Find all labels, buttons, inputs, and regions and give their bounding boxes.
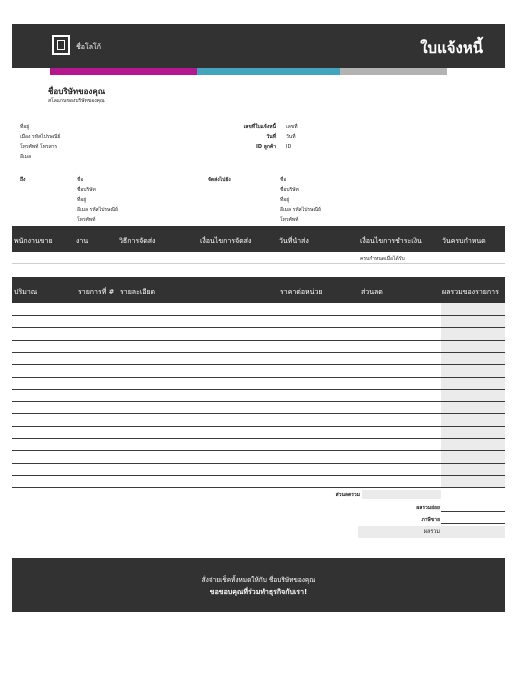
item-row-line [12, 426, 505, 427]
invoice-date-label: วันที่ [266, 134, 276, 140]
ship-to-city-zip: อีเมล รหัสไปรษณีย์ [280, 207, 321, 213]
tax-label: ภาษีขาย [421, 517, 440, 523]
item-row-line [12, 327, 505, 328]
header-quantity: ปริมาณ [14, 288, 38, 296]
accent-bar-teal [197, 68, 340, 75]
invoice-title: ใบแจ้งหนี้ [420, 39, 483, 57]
shipping-row-line [12, 263, 505, 264]
company-phone-fax: โทรศัพท์ โทรสาร [20, 144, 58, 150]
bill-to-label: ถึง [20, 177, 26, 183]
item-row-line [12, 377, 505, 378]
subtotal-label: ผลรวมย่อย [416, 505, 440, 511]
item-row-line [12, 315, 505, 316]
header-due-date: วันครบกำหนด [442, 237, 486, 245]
logo-icon [52, 35, 70, 55]
customer-id-value: ID [286, 144, 292, 150]
bill-to-name: ชื่อ [77, 177, 84, 183]
logo-text: ชื่อโลโก้ [76, 43, 102, 51]
header-shipping-method: วิธีการจัดส่ง [119, 237, 156, 245]
company-name: ชื่อบริษัทของคุณ [48, 87, 106, 96]
ship-to-label: จัดส่งไปยัง [208, 177, 231, 183]
accent-bar-magenta [50, 68, 197, 75]
header-delivery-date: วันที่นำส่ง [279, 237, 309, 245]
header-discount: ส่วนลด [361, 288, 383, 296]
company-slogan: สโลแกนของบริษัทของคุณ [48, 98, 105, 104]
invoice-footer [12, 558, 505, 612]
invoice-header [12, 24, 505, 68]
item-row-line [12, 401, 505, 402]
item-row-line [12, 389, 505, 390]
payment-terms-value: ครบกำหนดเมื่อได้รับ [360, 256, 405, 262]
ship-to-name: ชื่อ [280, 177, 287, 183]
bill-to-address: ที่อยู่ [77, 197, 87, 203]
invoice-number-value: เลขที่ [286, 124, 298, 130]
ship-to-address: ที่อยู่ [280, 197, 290, 203]
footer-payable-note: สั่งจ่ายเช็คทั้งหมดให้กับ ชื่อบริษัทของคุณ [201, 576, 316, 584]
invoice-date-value: วันที่ [286, 134, 296, 140]
shipping-table-header [12, 226, 505, 252]
company-address: ที่อยู่ [20, 124, 30, 130]
invoice-number-label: เลขที่ใบแจ้งหนี้ [243, 124, 276, 130]
item-row-line [12, 475, 505, 476]
header-line-total: ผลรวมของรายการ [442, 288, 499, 296]
item-row-line [12, 364, 505, 365]
bill-to-city-zip: อีเมล รหัสไปรษณีย์ [77, 207, 118, 213]
total-label: ผลรวม [423, 529, 440, 535]
customer-id-label: ID ลูกค้า [256, 144, 276, 150]
item-row-line [12, 487, 505, 488]
subtotal-line [441, 511, 505, 512]
header-item-number: รายการที่ # [78, 288, 115, 296]
item-row-line [12, 413, 505, 414]
header-job: งาน [76, 237, 89, 245]
items-table-header [12, 277, 505, 303]
item-row-line [12, 450, 505, 451]
footer-thank-you: ขอขอบคุณที่ร่วมทำธุรกิจกับเรา! [209, 588, 308, 596]
ship-to-company: ชื่อบริษัท [280, 187, 299, 193]
item-row-line [12, 438, 505, 439]
header-unit-price: ราคาต่อหน่วย [280, 288, 323, 296]
header-salesperson: พนักงานขาย [14, 237, 53, 245]
accent-bar-gray [340, 68, 447, 75]
bill-to-phone: โทรศัพท์ [77, 217, 96, 223]
item-row-line [12, 463, 505, 464]
total-discount-cell [362, 490, 441, 499]
header-shipping-terms: เงื่อนไขการจัดส่ง [200, 237, 252, 245]
company-city-zip: เมือง รหัสไปรษณีย์ [20, 134, 61, 140]
item-row-line [12, 352, 505, 353]
total-discount-label: ส่วนลดรวม [335, 492, 360, 498]
tax-line [441, 523, 505, 524]
header-description: รายละเอียด [120, 288, 156, 296]
header-payment-terms: เงื่อนไขการชำระเงิน [360, 237, 422, 245]
bill-to-company: ชื่อบริษัท [77, 187, 96, 193]
company-email: อีเมล [20, 154, 32, 160]
item-row-line [12, 340, 505, 341]
ship-to-phone: โทรศัพท์ [280, 217, 299, 223]
line-total-column [441, 303, 505, 488]
